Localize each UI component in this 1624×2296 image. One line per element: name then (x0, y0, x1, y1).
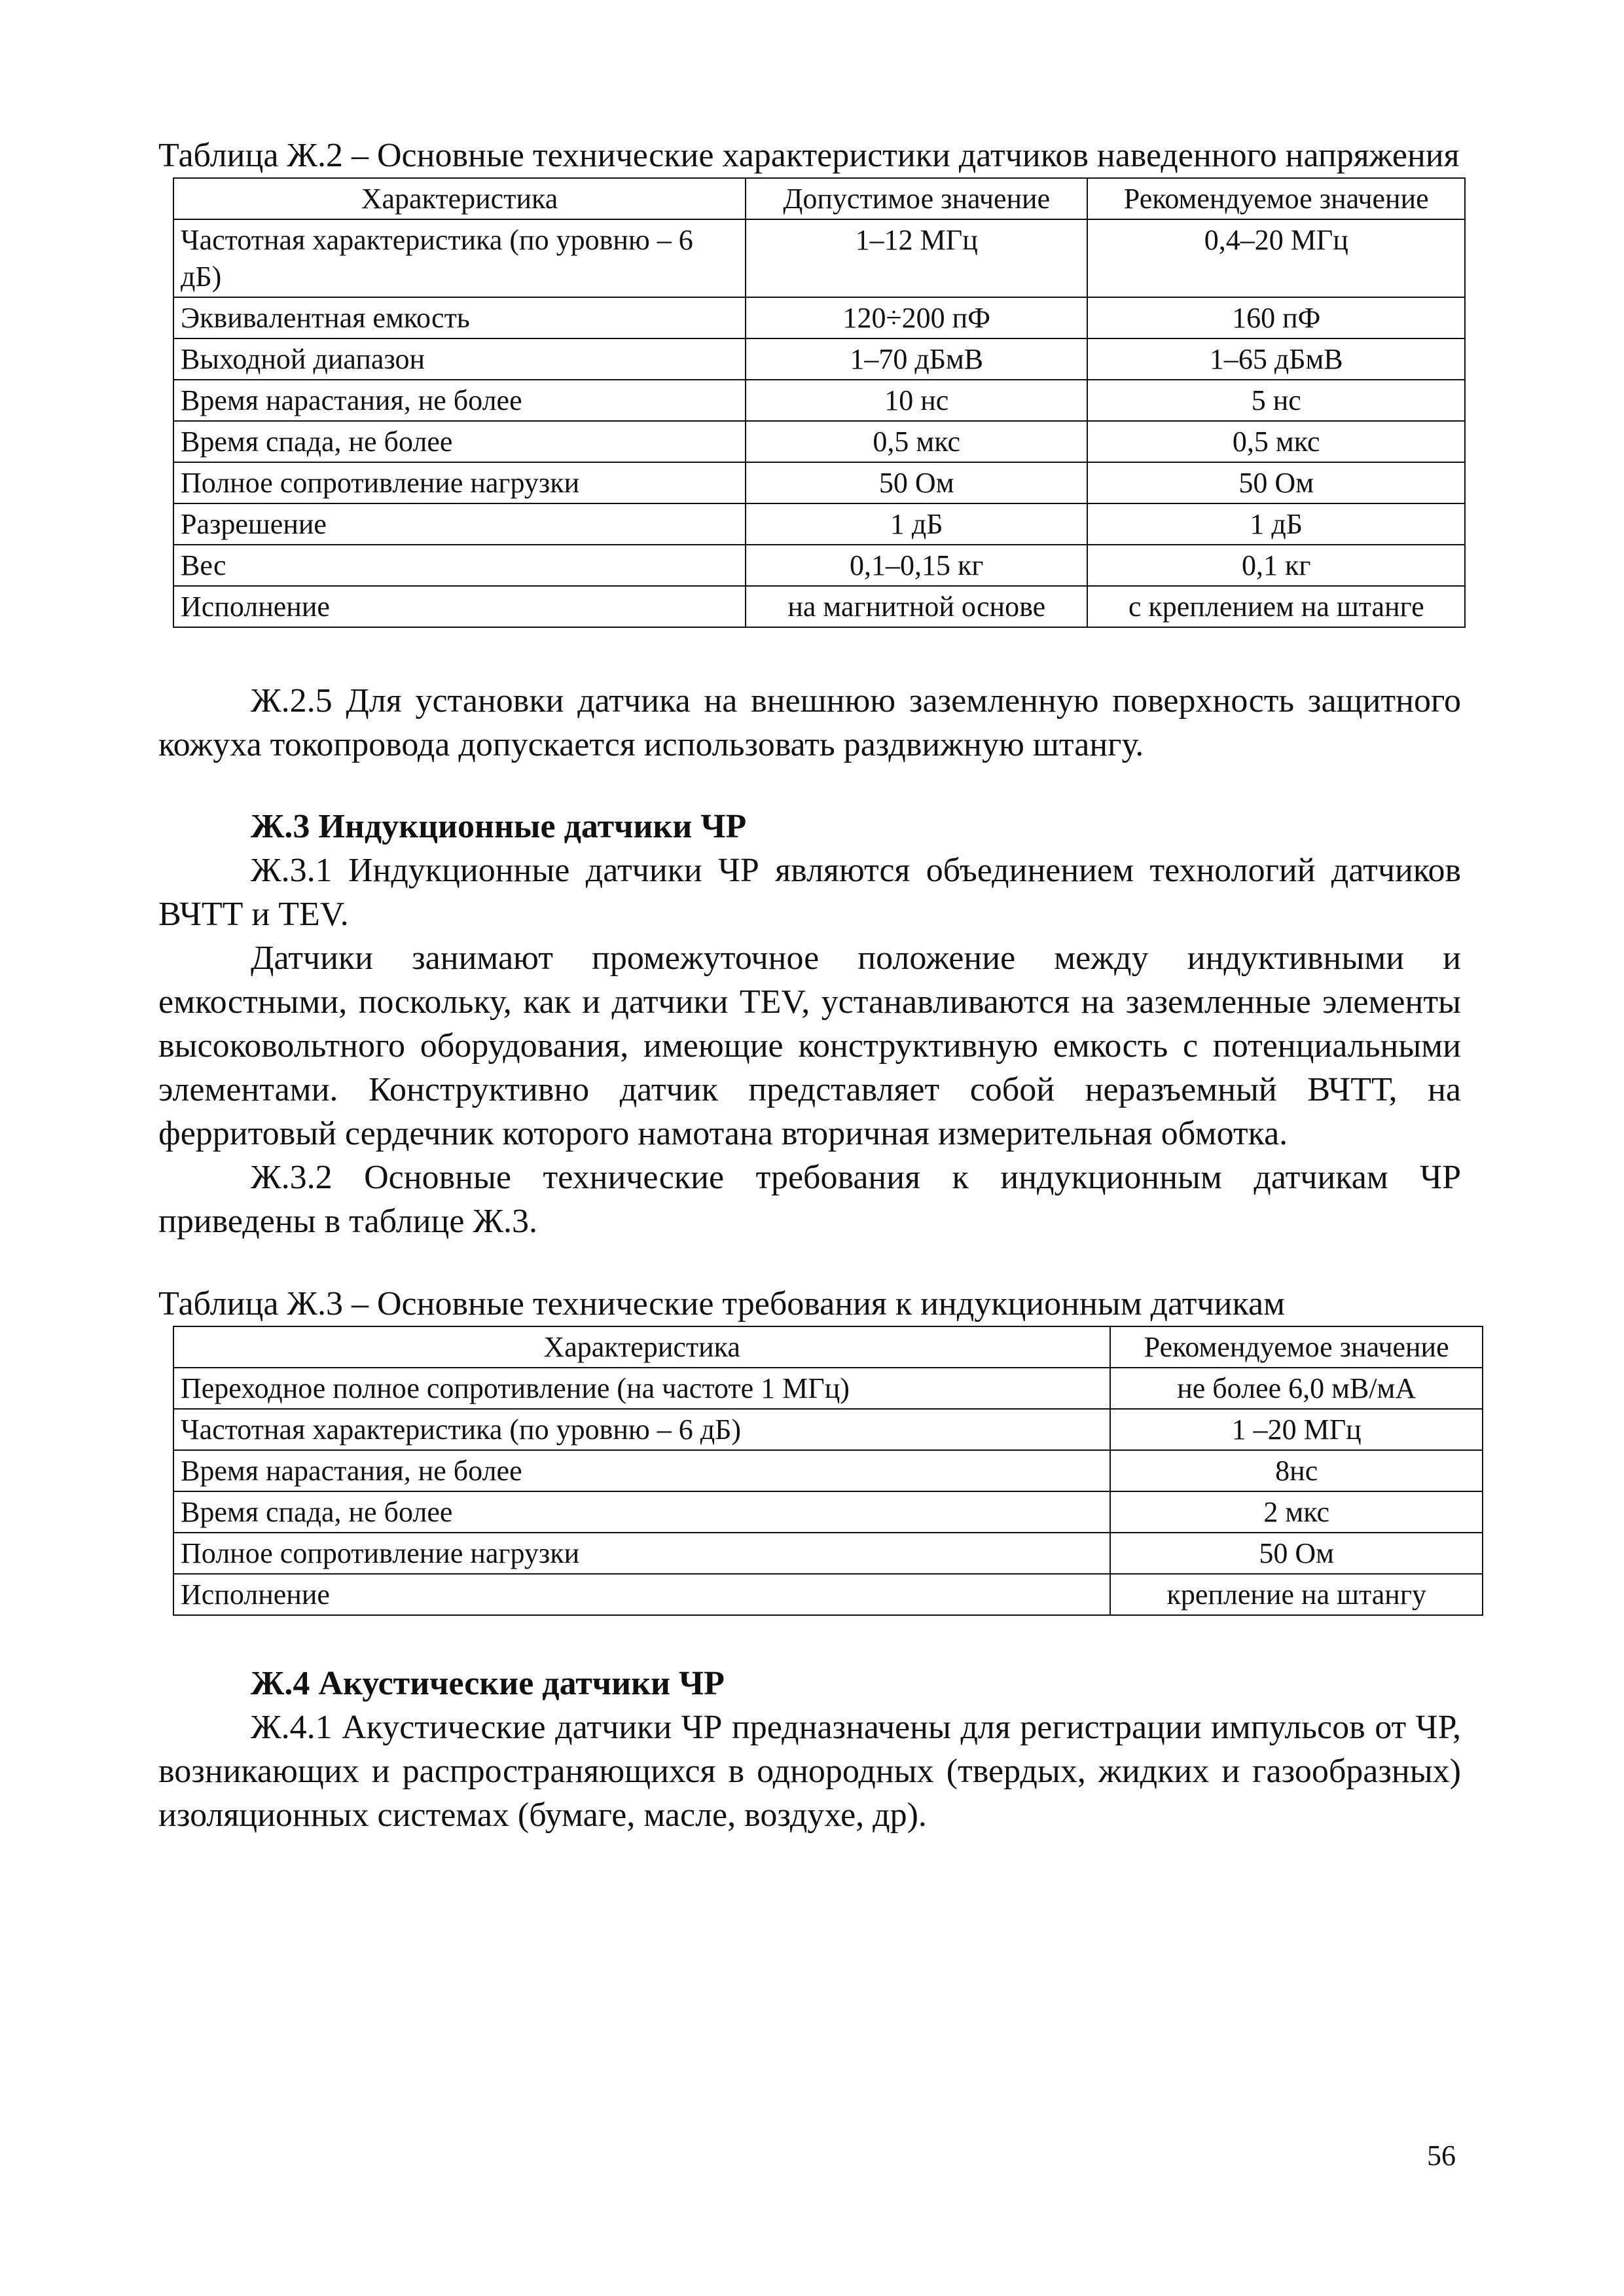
section-heading-zh3: Ж.3 Индукционные датчики ЧР (251, 808, 747, 845)
paragraph-zh2-5: Ж.2.5 Для установки датчика на внешнюю заземленную поверхность защитного кожуха токопровода допускается использовать раздвижную штангу. (158, 682, 1461, 763)
table-row (173, 1409, 1483, 1450)
table-cell: Разрешение (173, 503, 746, 545)
table-row (173, 380, 1465, 421)
table-cell: Время спада, не более (173, 421, 746, 462)
table-cell: 1–12 МГц (746, 219, 1088, 297)
table-cell: 0,5 мкс (746, 421, 1088, 462)
table-row (173, 1533, 1483, 1574)
table-cell: Время нарастания, не более (173, 1450, 1110, 1491)
table-row (173, 1491, 1483, 1533)
paragraph-zh3-2: Ж.3.2 Основные технические требования к индукционным датчикам ЧР приведены в таблице Ж.3. (158, 1159, 1461, 1240)
table-row (173, 1368, 1483, 1409)
table-row (173, 503, 1465, 545)
table-cell: 1–65 дБмВ (1087, 338, 1465, 380)
header-cell: Рекомендуемое значение (1087, 178, 1465, 219)
table-cell: 50 Ом (1087, 462, 1465, 503)
table-cell: 1 дБ (1087, 503, 1465, 545)
table-header-row (173, 1326, 1483, 1368)
table-row (173, 462, 1465, 503)
table-cell: Полное сопротивление нагрузки (173, 1533, 1110, 1574)
table-cell: 2 мкс (1110, 1491, 1483, 1533)
table-row (173, 1574, 1483, 1615)
table-zh3-caption: Таблица Ж.3 – Основные технические требования к индукционным датчикам (158, 1285, 1285, 1322)
table-cell: Вес (173, 545, 746, 586)
table-cell: 1 дБ (746, 503, 1088, 545)
table-row (173, 545, 1465, 586)
table-cell: 50 Ом (1110, 1533, 1483, 1574)
table-cell: 10 нс (746, 380, 1088, 421)
section-heading-zh4: Ж.4 Акустические датчики ЧР (251, 1665, 725, 1702)
header-cell: Рекомендуемое значение (1110, 1326, 1483, 1368)
table-cell: на магнитной основе (746, 586, 1088, 627)
table-cell: 120÷200 пФ (746, 297, 1088, 338)
table-cell: крепление на штангу (1110, 1574, 1483, 1615)
table-zh2 (173, 177, 1466, 628)
table-cell: Исполнение (173, 586, 746, 627)
table-row (173, 586, 1465, 627)
table-header-row (173, 178, 1465, 219)
table-cell: Время нарастания, не более (173, 380, 746, 421)
table-row (173, 338, 1465, 380)
table-cell: 160 пФ (1087, 297, 1465, 338)
table-cell: 50 Ом (746, 462, 1088, 503)
table-zh3 (173, 1326, 1483, 1616)
page-content (158, 134, 1461, 1837)
table-cell: 5 нс (1087, 380, 1465, 421)
table-cell: 0,1–0,15 кг (746, 545, 1088, 586)
table-cell: с креплением на штанге (1087, 586, 1465, 627)
table-row (173, 297, 1465, 338)
table-cell: Время спада, не более (173, 1491, 1110, 1533)
table-row (173, 421, 1465, 462)
table-cell: Переходное полное сопротивление (на частоте 1 МГц) (173, 1368, 1110, 1409)
table-cell: 8нс (1110, 1450, 1483, 1491)
header-cell: Характеристика (173, 178, 746, 219)
paragraph-zh3-sensors: Датчики занимают промежуточное положение между индуктивными и емкостными, поскольку, как и датчики TEV, устанавливаются на заземленные элементы высоковольтного оборудования, имеющие конструктивную емкость с потенциальными элементами. Конструктивно датчик представляет собой неразъемный ВЧТТ, на ферритовый сердечник которого намотана вторичная измерительная обмотка. (158, 939, 1461, 1152)
table-cell: 0,4–20 МГц (1087, 219, 1465, 297)
table-cell: Выходной диапазон (173, 338, 746, 380)
paragraph-zh4-1: Ж.4.1 Акустические датчики ЧР предназначены для регистрации импульсов от ЧР, возникающих и распространяющихся в однородных (твердых, жидких и газообразных) изоляционных системах (бумаге, масле, воздухе, др). (158, 1709, 1461, 1834)
table-cell: 0,5 мкс (1087, 421, 1465, 462)
table-row (173, 1450, 1483, 1491)
table-cell: 0,1 кг (1087, 545, 1465, 586)
page-number: 56 (1427, 2140, 1456, 2172)
table-cell: 1–70 дБмВ (746, 338, 1088, 380)
table-zh2-caption: Таблица Ж.2 – Основные технические характеристики датчиков наведенного напряжения (158, 137, 1460, 174)
table-cell: не более 6,0 мВ/мА (1110, 1368, 1483, 1409)
table-cell: Частотная характеристика (по уровню – 6 дБ) (173, 219, 746, 297)
table-cell: Исполнение (173, 1574, 1110, 1615)
table-cell: Эквивалентная емкость (173, 297, 746, 338)
table-cell: 1 –20 МГц (1110, 1409, 1483, 1450)
table-row (173, 219, 1465, 297)
header-cell: Допустимое значение (746, 178, 1088, 219)
paragraph-zh3-1: Ж.3.1 Индукционные датчики ЧР являются объединением технологий датчиков ВЧТТ и TEV. (158, 852, 1461, 933)
table-cell: Частотная характеристика (по уровню – 6 дБ) (173, 1409, 1110, 1450)
header-cell: Характеристика (173, 1326, 1110, 1368)
table-cell: Полное сопротивление нагрузки (173, 462, 746, 503)
